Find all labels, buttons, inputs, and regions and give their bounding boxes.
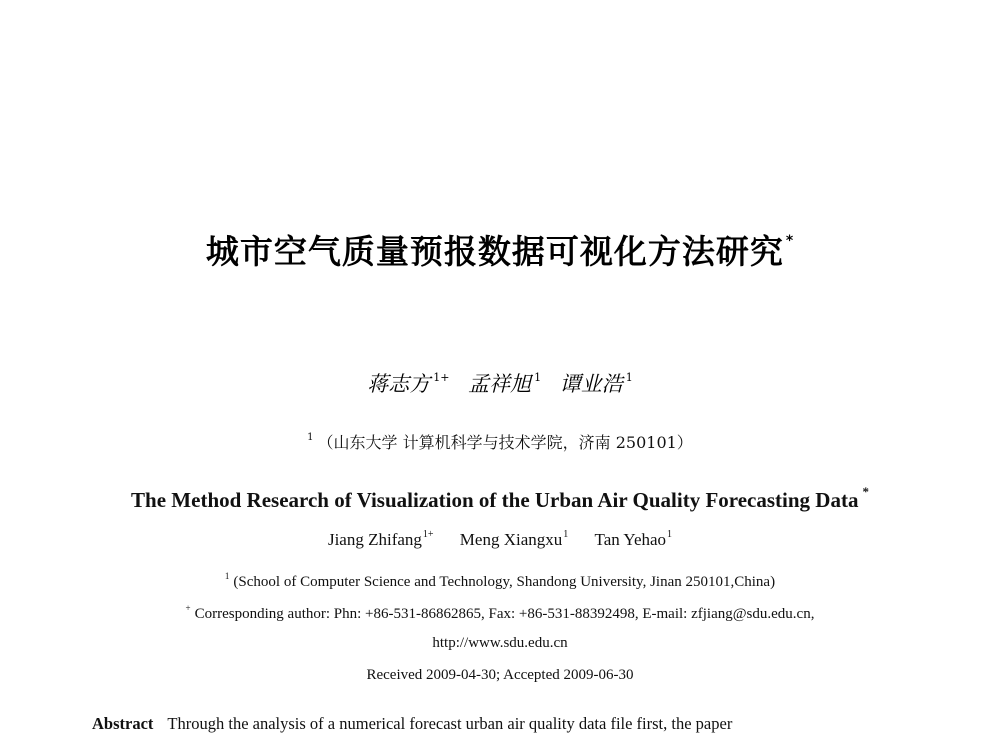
institution-url: http://www.sdu.edu.cn bbox=[432, 635, 568, 651]
chinese-author-name: 孟祥旭 bbox=[468, 372, 532, 396]
chinese-author bbox=[468, 372, 541, 396]
english-affiliation bbox=[0, 571, 1000, 591]
corresponding-author-text: Corresponding author: Phn: +86-531-86862865, Fax: +86-531-88392498, E-mail: zfjiang@sdu.edu.cn, bbox=[194, 606, 815, 622]
english-title-text: The Method Research of Visualization of the Urban Air Quality Forecasting Data bbox=[131, 488, 859, 512]
english-author-name: Meng Xiangxu bbox=[459, 530, 563, 549]
author-superscript: 1 bbox=[563, 529, 569, 540]
english-title bbox=[0, 484, 1000, 513]
affiliation-superscript: 1 bbox=[224, 571, 230, 581]
abstract-text: Through the analysis of a numerical forecast urban air quality data file first, the paper bbox=[167, 714, 733, 733]
chinese-author-name: 谭业浩 bbox=[559, 372, 623, 396]
chinese-author bbox=[367, 372, 449, 396]
english-author bbox=[328, 530, 434, 549]
english-author-name: Tan Yehao bbox=[594, 530, 667, 549]
received-accepted-dates: Received 2009-04-30; Accepted 2009-06-30 bbox=[366, 667, 634, 683]
author-superscript: 1 bbox=[534, 371, 542, 384]
chinese-affiliation bbox=[0, 430, 1000, 453]
author-superscript: 1+ bbox=[433, 371, 450, 384]
author-superscript: 1 bbox=[667, 529, 673, 540]
chinese-title-footnote-mark: * bbox=[785, 233, 795, 249]
english-author-name: Jiang Zhifang bbox=[327, 530, 422, 549]
english-title-footnote-mark: * bbox=[862, 484, 869, 499]
english-author bbox=[460, 530, 568, 549]
chinese-title-text: 城市空气质量预报数据可视化方法研究 bbox=[205, 232, 784, 271]
abstract-line bbox=[92, 714, 912, 734]
chinese-author bbox=[560, 372, 633, 396]
author-superscript: 1 bbox=[625, 371, 633, 384]
corresponding-author bbox=[0, 603, 1000, 623]
abstract-label: Abstract bbox=[92, 714, 154, 733]
english-authors bbox=[0, 529, 1000, 550]
affiliation-superscript: 1 bbox=[307, 432, 314, 443]
chinese-affiliation-text: （山东大学 计算机科学与技术学院，济南 250101） bbox=[317, 433, 693, 452]
author-superscript: 1+ bbox=[422, 529, 434, 540]
chinese-authors bbox=[0, 368, 1000, 398]
corresponding-superscript: + bbox=[185, 603, 191, 613]
english-affiliation-text: (School of Computer Science and Technology, Shandong University, Jinan 250101,China) bbox=[233, 574, 776, 590]
chinese-title bbox=[0, 226, 1000, 273]
english-author bbox=[595, 530, 673, 549]
chinese-author-name: 蒋志方 bbox=[367, 372, 431, 396]
